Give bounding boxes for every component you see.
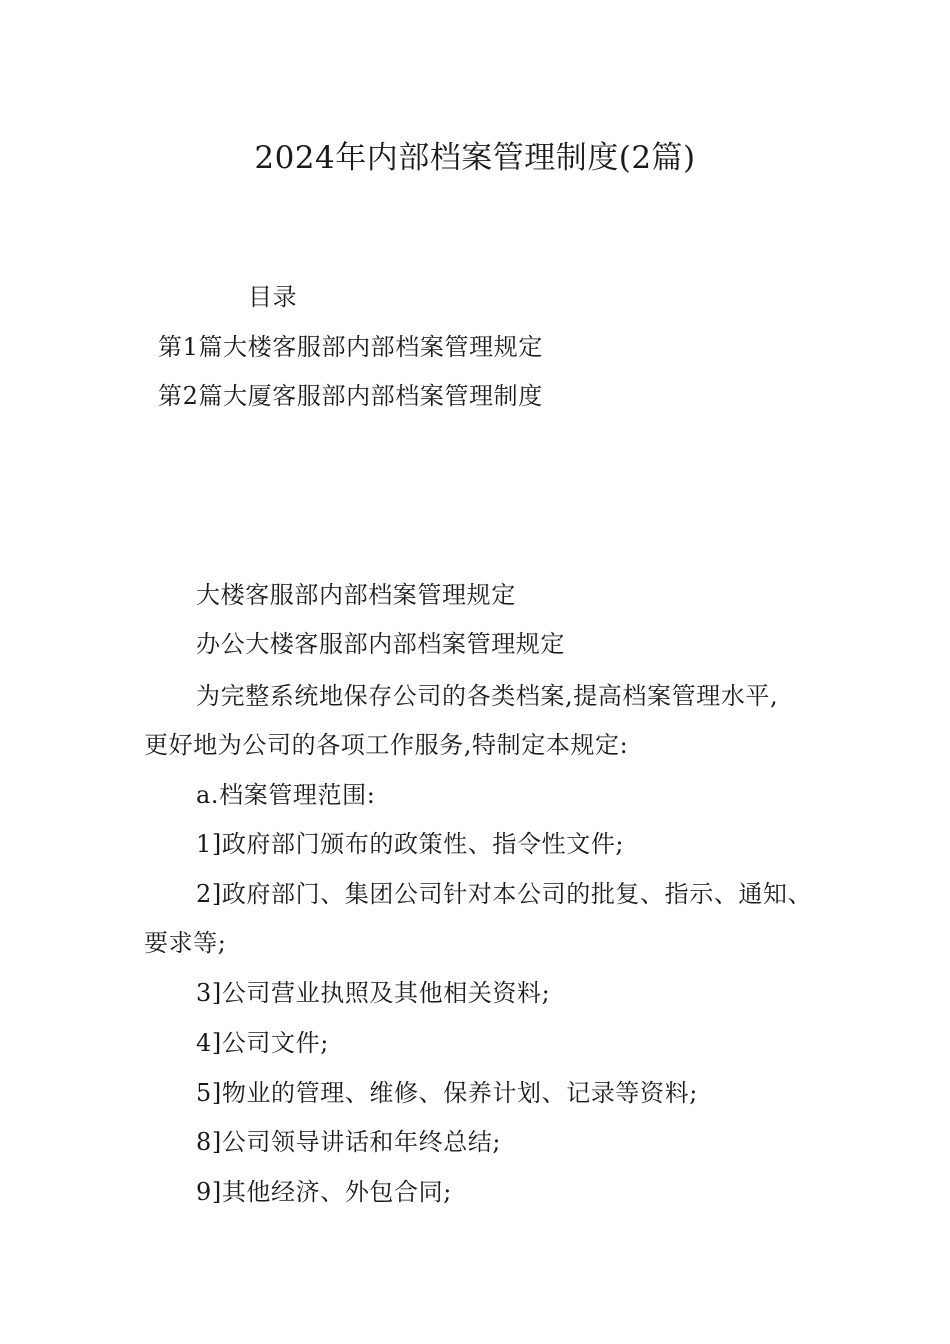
list-item: 1]政府部门颁布的政策性、指令性文件; (196, 830, 625, 858)
toc-item: 第2篇大厦客服部内部档案管理制度 (158, 382, 543, 410)
list-item: 9]其他经济、外包合同; (196, 1178, 452, 1206)
toc-item: 第1篇大楼客服部内部档案管理规定 (158, 333, 543, 361)
list-item: 8]公司领导讲话和年终总结; (196, 1128, 502, 1156)
list-item: 5]物业的管理、维修、保养计划、记录等资料; (196, 1079, 698, 1107)
list-item: 2]政府部门、集团公司针对本公司的批复、指示、通知、 (196, 880, 813, 908)
list-item-continuation: 要求等; (144, 929, 227, 957)
list-heading: a.档案管理范围: (196, 781, 376, 809)
section-title: 大楼客服部内部档案管理规定 (196, 581, 516, 609)
body-paragraph-line: 更好地为公司的各项工作服务,特制定本规定: (144, 731, 629, 759)
list-item: 4]公司文件; (196, 1029, 329, 1057)
toc-heading: 目录 (248, 283, 298, 311)
section-subtitle: 办公大楼客服部内部档案管理规定 (196, 630, 565, 658)
body-paragraph-line: 为完整系统地保存公司的各类档案,提高档案管理水平, (196, 682, 779, 710)
document-title: 2024年内部档案管理制度(2篇) (254, 140, 696, 176)
list-item: 3]公司营业执照及其他相关资料; (196, 979, 551, 1007)
